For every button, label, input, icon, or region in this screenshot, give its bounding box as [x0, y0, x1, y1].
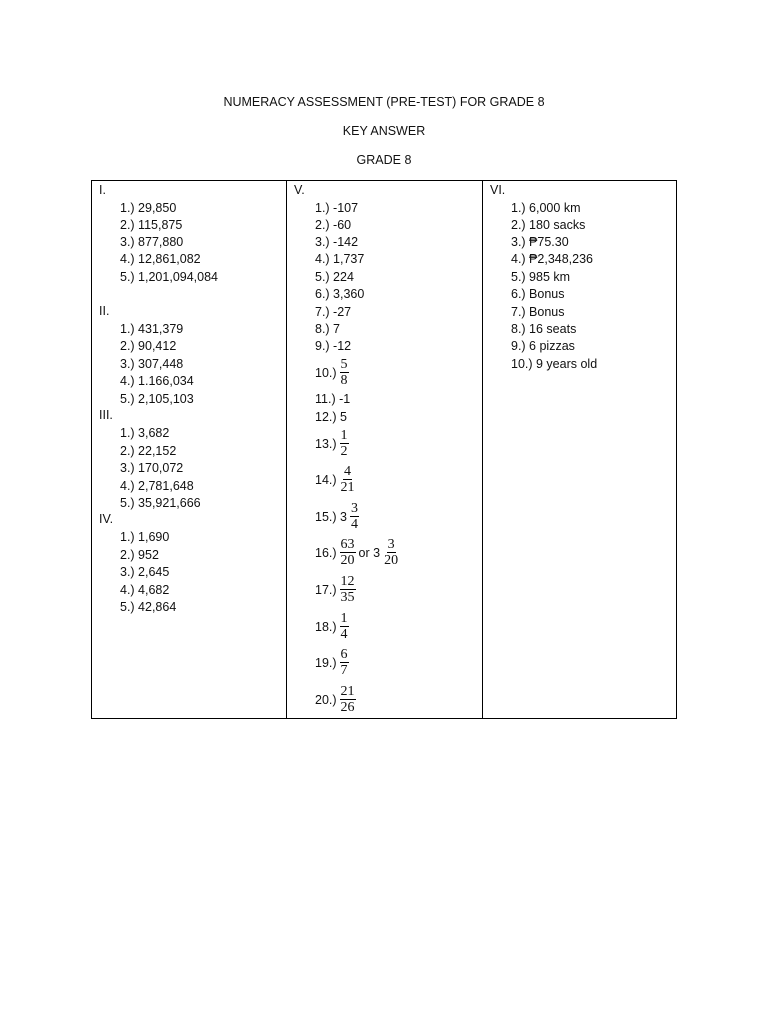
answer-item: 4.) 12,861,082 — [120, 252, 201, 266]
answer-label: 16.) — [315, 545, 337, 560]
answer-item-fraction — [315, 684, 356, 715]
numerator: 63 — [340, 537, 355, 552]
answer-item: 2.) 952 — [120, 548, 159, 562]
fraction — [340, 611, 349, 642]
answer-item: 9.) 6 pizzas — [511, 339, 575, 353]
answer-item: 5.) 2,105,103 — [120, 392, 194, 406]
answer-item: 12.) 5 — [315, 410, 347, 424]
answer-item: 6.) 3,360 — [315, 287, 365, 301]
answer-item: 3.) 170,072 — [120, 461, 184, 475]
answer-item-fraction — [315, 537, 399, 568]
numerator: 21 — [340, 684, 355, 699]
answer-item: 4.) 4,682 — [120, 583, 170, 597]
answer-item: 7.) -27 — [315, 305, 352, 319]
section-label-ii: II. — [99, 304, 110, 318]
answer-item: 1.) 6,000 km — [511, 201, 581, 215]
answer-label: 13.) — [315, 436, 337, 451]
answer-item: 2.) -60 — [315, 218, 352, 232]
answer-item: 5.) 224 — [315, 270, 354, 284]
denominator: 7 — [340, 663, 348, 678]
numerator: 3 — [387, 537, 395, 552]
denominator: 4 — [350, 517, 358, 532]
section-label-vi: VI. — [490, 183, 506, 197]
denominator: 35 — [340, 590, 355, 605]
answer-item-fraction — [315, 501, 359, 532]
answer-item: 3.) 2,645 — [120, 565, 170, 579]
answer-item: 7.) Bonus — [511, 305, 565, 319]
answer-item: 3.) 877,880 — [120, 235, 184, 249]
answer-label: 17.) — [315, 582, 337, 597]
fraction — [340, 574, 356, 605]
answer-item: 2.) 22,152 — [120, 444, 177, 458]
answer-item: 3.) -142 — [315, 235, 359, 249]
answer-item-fraction — [315, 357, 349, 388]
answer-label: 19.) — [315, 655, 337, 670]
numerator: 5 — [340, 357, 348, 372]
answer-label: 14.) — [315, 472, 337, 487]
denominator: 4 — [340, 627, 348, 642]
denominator: 8 — [340, 373, 348, 388]
answer-label: 15.) 3 — [315, 509, 347, 524]
answer-item: 5.) 42,864 — [120, 600, 177, 614]
answer-item: 6.) Bonus — [511, 287, 565, 301]
section-label-iv: IV. — [99, 512, 114, 526]
answer-item: 10.) 9 years old — [511, 357, 598, 371]
answer-item: 2.) 180 sacks — [511, 218, 586, 232]
numerator: 1 — [340, 428, 348, 443]
answer-item-fraction — [315, 464, 356, 495]
answer-label: 10.) — [315, 365, 337, 380]
fraction — [340, 357, 349, 388]
answer-item: 1.) 431,379 — [120, 322, 184, 336]
document-subtitle: KEY ANSWER — [342, 124, 426, 138]
answer-item: 1.) 3,682 — [120, 426, 170, 440]
answer-item-fraction — [315, 647, 349, 678]
answer-label: 20.) — [315, 692, 337, 707]
numerator: 4 — [344, 464, 352, 479]
answer-item: 8.) 16 seats — [511, 322, 577, 336]
denominator: 20 — [340, 553, 355, 568]
numerator: 6 — [340, 647, 348, 662]
denominator: 26 — [340, 700, 355, 715]
answer-item: 5.) 985 km — [511, 270, 571, 284]
grade-label: GRADE 8 — [356, 153, 412, 167]
answer-item: 2.) 115,875 — [120, 218, 183, 232]
fraction — [340, 464, 356, 495]
answer-item: 1.) -107 — [315, 201, 359, 215]
answer-item: 4.) 1.166,034 — [120, 374, 194, 388]
answer-item: 9.) -12 — [315, 339, 352, 353]
answer-column-3 — [483, 181, 676, 718]
answer-column-1 — [92, 181, 287, 718]
denominator: 2 — [340, 444, 348, 459]
answer-item: 2.) 90,412 — [120, 339, 177, 353]
document-title: NUMERACY ASSESSMENT (PRE-TEST) FOR GRADE 8 — [223, 95, 545, 109]
answer-item-fraction — [315, 428, 349, 459]
fraction — [340, 428, 349, 459]
answer-item: 1.) 1,690 — [120, 530, 170, 544]
answer-item: 4.) 2,781,648 — [120, 479, 194, 493]
section-label-i: I. — [99, 183, 106, 197]
numerator: 3 — [350, 501, 358, 516]
answer-key-table — [91, 180, 677, 719]
numerator: 12 — [340, 574, 355, 589]
answer-column-2 — [287, 181, 483, 718]
section-label-v: V. — [294, 183, 305, 197]
answer-item: 4.) 1,737 — [315, 252, 365, 266]
answer-item: 4.) ₱2,348,236 — [511, 252, 594, 266]
answer-item: 5.) 1,201,094,084 — [120, 270, 218, 284]
fraction — [340, 537, 356, 568]
section-label-iii: III. — [99, 408, 113, 422]
answer-item: 8.) 7 — [315, 322, 341, 336]
answer-item: 3.) 307,448 — [120, 357, 184, 371]
answer-item: 3.) ₱75.30 — [511, 235, 569, 249]
answer-item: 5.) 35,921,666 — [120, 496, 201, 510]
answer-item: 1.) 29,850 — [120, 201, 177, 215]
denominator: 21 — [340, 480, 355, 495]
answer-item-fraction — [315, 611, 349, 642]
numerator: 1 — [340, 611, 348, 626]
answer-item: 11.) -1 — [315, 392, 351, 406]
fraction — [383, 537, 399, 568]
fraction — [350, 501, 359, 532]
denominator: 20 — [384, 553, 399, 568]
fraction — [340, 647, 349, 678]
fraction — [340, 684, 356, 715]
alternate-answer-label: or 3 — [358, 545, 381, 560]
answer-item-fraction — [315, 574, 356, 605]
answer-label: 18.) — [315, 619, 337, 634]
